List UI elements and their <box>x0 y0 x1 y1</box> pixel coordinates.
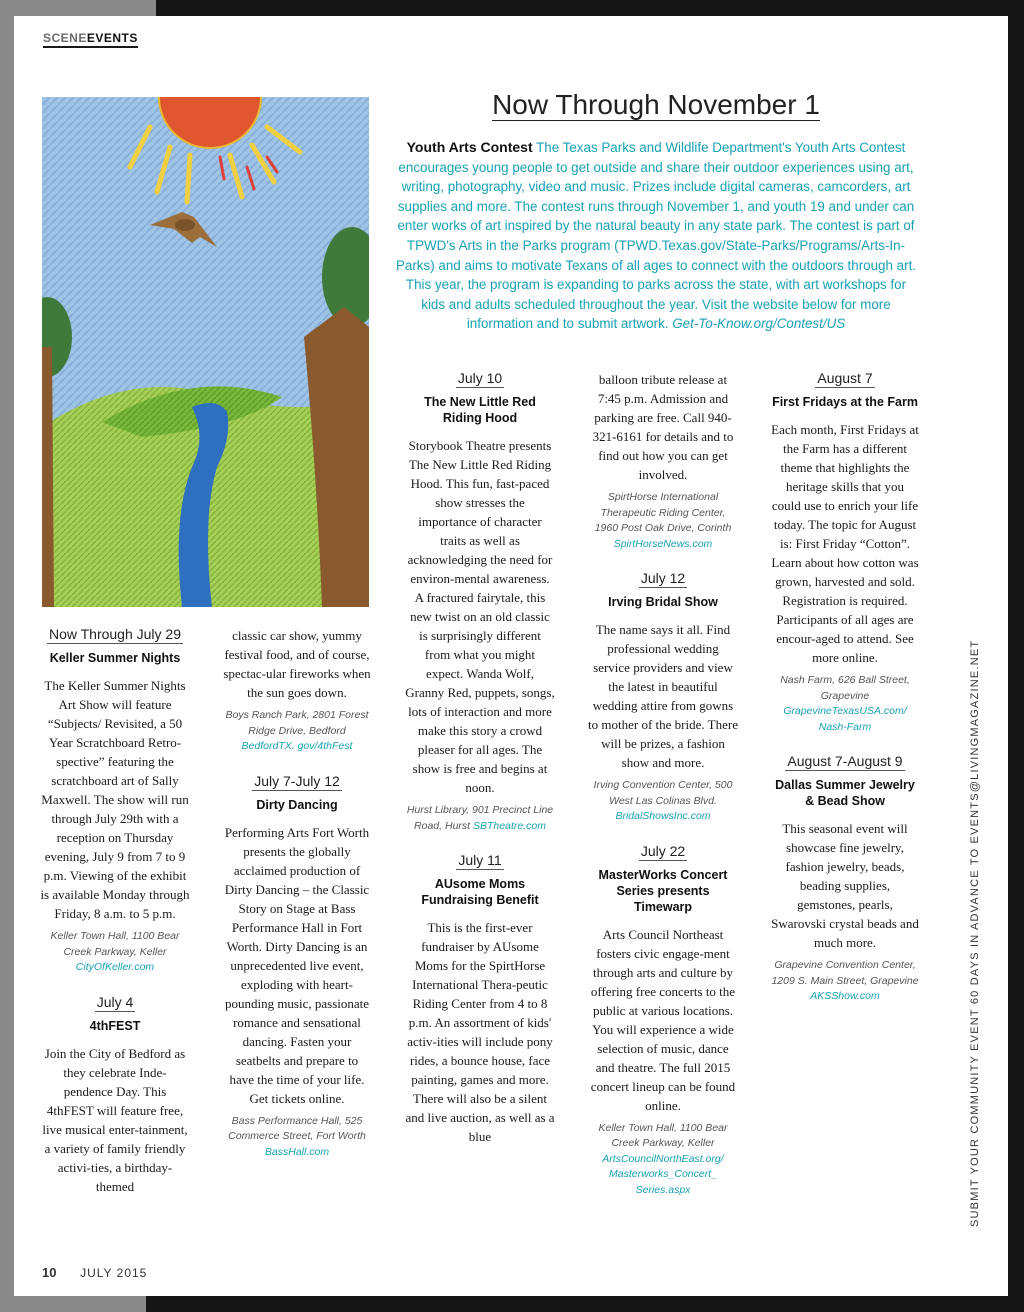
event-title: Keller Summer Nights <box>49 651 181 665</box>
event-description: Join the City of Bedford as they celebrate Inde-pendence Day. This 4thFEST will feature free, live musical enter-tainment, a variety of family friendly activi-ties, a birthday-themed <box>42 1045 188 1194</box>
issue-date: JULY 2015 <box>80 1266 148 1280</box>
event-description: The name says it all. Find professional wedding service providers and view the latest in beautiful wedding attire from gowns to mother of the bride. There will be prizes, a fashion show and more. <box>588 622 738 770</box>
youth-artwork-illustration <box>42 97 369 607</box>
event-link[interactable]: GrapevineTexasUSA.com/ Nash-Farm <box>783 705 907 733</box>
section-label: SCENEEVENTS <box>43 31 138 48</box>
event-irving-bridal-show <box>588 570 738 825</box>
event-little-red-riding-hood <box>405 370 555 834</box>
event-date: July 10 <box>457 370 503 386</box>
event-venue: Keller Town Hall, 1100 Bear Creek Parkway, Keller ArtsCouncilNorthEast.org/ Masterworks_Concert_ Series.aspx <box>598 1121 728 1196</box>
event-4thfest-continued <box>222 626 372 755</box>
event-title: MasterWorks Concert Series presents Timewarp <box>598 867 728 914</box>
feature-link[interactable]: Get-To-Know.org/Contest/US <box>672 316 846 332</box>
event-venue: Bass Performance Hall, 525 Commerce Street, Fort Worth BassHall.com <box>228 1114 366 1158</box>
event-venue: SpirtHorse International Therapeutic Riding Center, 1960 Post Oak Drive, Corinth SpirtHorseNews.com <box>594 491 732 550</box>
event-ausome-moms <box>405 852 555 1146</box>
event-venue: Keller Town Hall, 1100 Bear Creek Parkway, Keller CityOfKeller.com <box>50 930 180 973</box>
event-title: The New Little Red Riding Hood <box>424 395 536 425</box>
event-date: July 22 <box>640 842 686 859</box>
event-description-continued: balloon tribute release at 7:45 p.m. Admission and parking are free. Call 940-321-6161 for details and to find out how you can get involved. <box>592 372 734 482</box>
event-title: Dirty Dancing <box>256 797 338 812</box>
event-venue: Nash Farm, 626 Ball Street, Grapevine GrapevineTexasUSA.com/ Nash-Farm <box>780 674 910 733</box>
event-description: Performing Arts Fort Worth presents the globally acclaimed production of Dirty Dancing – the Classic Story on Stage at Bass Performance Hall in Fort Worth. Dirty Dancing is an unprecedented live event, exploding with heart-pounding music, passionate romance and sensational dancing. Fasten your seatbelts and prepare to have the time of your life. Get tickets online. <box>224 824 370 1106</box>
event-link[interactable]: SpirtHorseNews.com <box>613 537 713 550</box>
event-link[interactable]: SBTheatre.com <box>473 819 546 832</box>
event-description: This is the first-ever fundraiser by AUsome Moms for the SpirtHorse International Thera-peutic Riding Center from 4 to 8 p.m. An assortment of kids' activ-ities will include pony rides, a bounce house, face painting, games and more. There will also be a silent and live auction, as well as a blue <box>405 920 555 1144</box>
event-date: July 4 <box>96 993 134 1010</box>
event-title: AUsome Moms Fundraising Benefit <box>421 877 539 907</box>
event-venue: Grapevine Convention Center, 1209 S. Main Street, Grapevine AKSShow.com <box>771 959 919 1002</box>
event-dirty-dancing <box>222 773 372 1161</box>
event-date: August 7 <box>817 370 873 386</box>
column-5 <box>770 370 920 1023</box>
column-3 <box>405 370 555 1164</box>
event-title: 4thFEST <box>89 1018 141 1033</box>
event-description: Storybook Theatre presents The New Little Red Riding Hood. This fun, fast-paced show stresses the importance of character traits as well as acknowledging the need for environ-mental awareness. A fractured fairytale, this new twist on an old classic is surprisingly different from what you might expect. Wanda Wolf, Granny Red, puppets, songs, lots of interaction and more make this story a crowd pleaser for all ages. The show is free and begins at noon. <box>405 438 555 795</box>
event-ausome-moms-continued <box>588 370 738 552</box>
event-link[interactable]: AKSShow.com <box>810 990 880 1002</box>
page-footer <box>42 1265 147 1280</box>
event-masterworks <box>588 843 738 1199</box>
feature-lead: Youth Arts Contest <box>406 139 533 155</box>
page-number: 10 <box>42 1265 57 1280</box>
event-description: The Keller Summer Nights Art Show will feature “Subjects/ Revisited, a 50 Year Scratchboard Retro-spective” featuring the scratchboard art of Sally Maxwell. The show will run through July 29th with a reception on Thursday evening, July 9 from 7 to 9 p.m. Viewing of the exhibit is available Monday through Friday, 8 a.m. to 5 p.m. <box>40 678 190 921</box>
event-description: This seasonal event will showcase fine jewelry, fashion jewelry, beads, beading supplies, gemstones, pearls, Swarovski crystal beads and much more. <box>771 821 919 950</box>
event-venue: Irving Convention Center, 500 West Las Colinas Blvd. BridalShowsInc.com <box>593 779 733 822</box>
event-keller-summer-nights <box>40 626 190 976</box>
frame-top-left <box>0 0 156 16</box>
event-date: August 7-August 9 <box>787 753 903 769</box>
event-first-fridays <box>770 370 920 735</box>
event-4thfest <box>40 994 190 1196</box>
event-title: First Fridays at the Farm <box>772 395 918 409</box>
column-4 <box>588 370 738 1216</box>
event-venue: Boys Ranch Park, 2801 Forest Ridge Drive, Bedford BedfordTX. gov/4thFest <box>225 709 369 752</box>
frame-right <box>1008 0 1024 1312</box>
event-link[interactable]: ArtsCouncilNorthEast.org/ Masterworks_Concert_ Series.aspx <box>602 1152 724 1196</box>
feature-text: The Texas Parks and Wildlife Department's Youth Arts Contest encourages young people to get outside and share their outdoor experiences using art, writing, photography, video and music. Prizes include digital cameras, camcorders, art supplies and more. The contest runs through November 1, and youth 19 and under can enter works of art inspired by the natural beauty in any state park. The contest is part of TPWD's Arts in the Parks program (TPWD.Texas.gov/State-Parks/Programs/Arts-In-Parks) and aims to motivate Texans of all ages to connect with the outdoors through art. This year, the program is expanding to parks across the state, with art workshops for kids and adults scheduled throughout the year. Visit the website below for more information and to submit artwork. <box>395 140 917 332</box>
event-date: July 12 <box>640 570 686 586</box>
frame-bottom-left <box>0 1296 146 1312</box>
feature-intro <box>394 138 918 334</box>
event-date: July 11 <box>458 852 502 868</box>
frame-bottom-right <box>146 1296 1024 1312</box>
event-jewelry-bead-show <box>770 753 920 1005</box>
event-link[interactable]: BridalShowsInc.com <box>615 810 711 822</box>
event-title: Irving Bridal Show <box>608 595 718 609</box>
event-link[interactable]: CityOfKeller.com <box>75 961 155 973</box>
event-date: July 7-July 12 <box>254 772 340 789</box>
event-description: Arts Council Northeast fosters civic engage-ment through arts and culture by offering free concerts to the public at various locations. You will experience a wide selection of music, dance and theatre. The full 2015 concert lineup can be found online. <box>590 926 736 1113</box>
event-description-continued: classic car show, yummy festival food, and of course, spectac-ular fireworks when the sun goes down. <box>223 628 371 700</box>
event-date: Now Through July 29 <box>48 626 182 642</box>
feature-headline: Now Through November 1 <box>492 89 820 120</box>
frame-left <box>0 0 14 1312</box>
event-link[interactable]: BedfordTX. gov/4thFest <box>241 740 353 752</box>
column-1 <box>40 626 190 1214</box>
event-venue: Hurst Library, 901 Precinct Line Road, Hurst SBTheatre.com <box>406 804 554 832</box>
event-title: Dallas Summer Jewelry & Bead Show <box>775 778 915 808</box>
event-link[interactable]: BassHall.com <box>264 1145 330 1158</box>
event-description: Each month, First Fridays at the Farm has a different theme that highlights the heritage skills that you could use to enrich your life today. The topic for August is: First Friday “Cotton”. Learn about how cotton was grown, harvested and sold. Registration is required. Participants of all ages are encour-aged to attend. See more online. <box>771 422 919 665</box>
frame-top-right <box>156 0 1024 16</box>
column-2 <box>222 626 372 1178</box>
submission-note: SUBMIT YOUR COMMUNITY EVENT 60 DAYS IN ADVANCE TO EVENTS@LIVINGMAGAZINE.NET <box>969 639 981 1227</box>
